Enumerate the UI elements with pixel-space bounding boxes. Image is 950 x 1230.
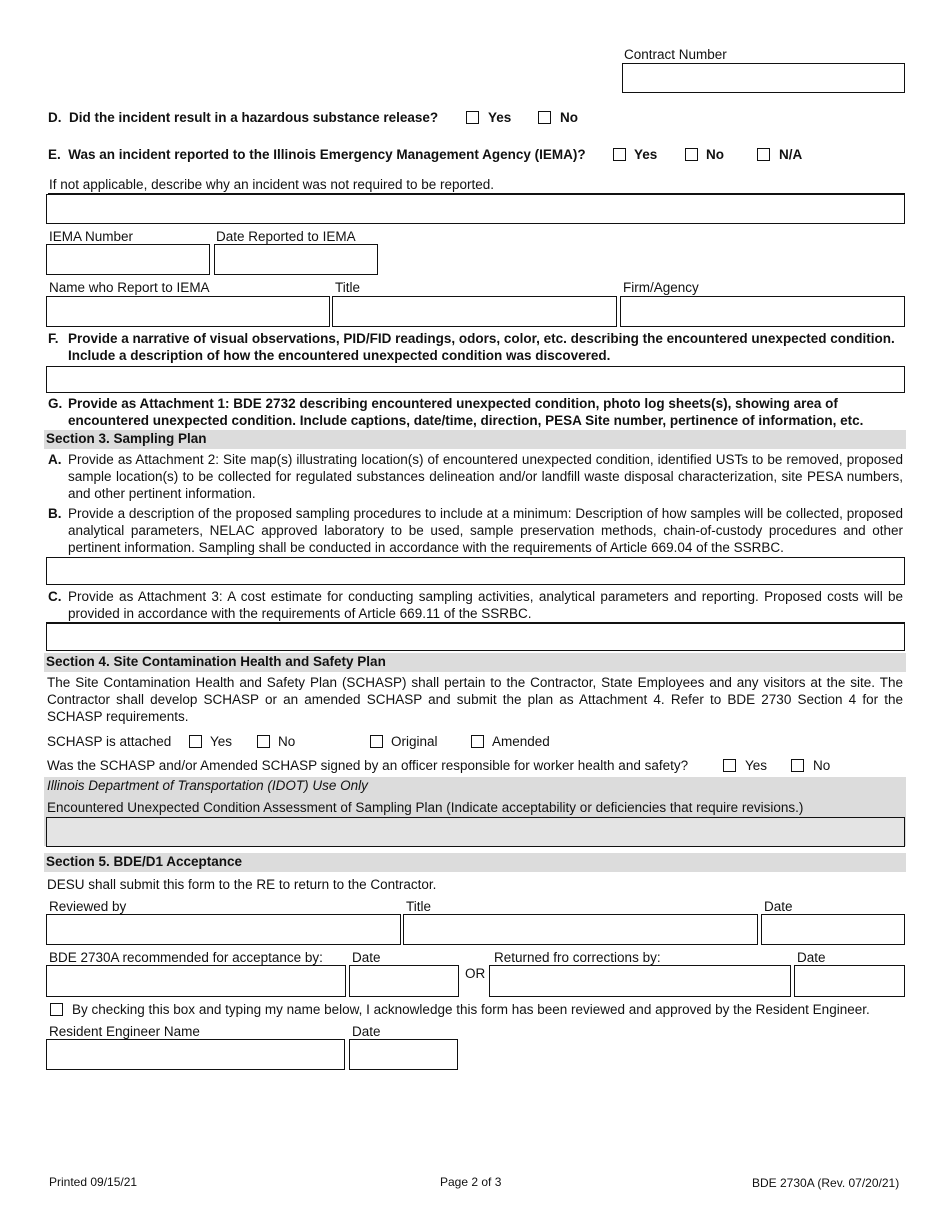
question-d: D. Did the incident result in a hazardous substance release? xyxy=(48,110,439,125)
iema-date-label: Date Reported to IEMA xyxy=(216,229,356,244)
question-f: F. Provide a narrative of visual observations, PID/FID readings, odors, color, etc. describing the encountered unexpected condition. Include a description of how the encountered unexpected condition was discovered. xyxy=(48,331,895,363)
reviewed-title-label: Title xyxy=(406,899,432,914)
schasp-no-checkbox[interactable] xyxy=(257,735,270,748)
acknowledge-label: By checking this box and typing my name below, I acknowledge this form has been reviewed and approved by the Resident Engineer. xyxy=(72,1002,870,1017)
iema-firm-label: Firm/Agency xyxy=(623,280,699,295)
schasp-signed-question: Was the SCHASP and/or Amended SCHASP signed by an officer responsible for worker health and safety? xyxy=(47,758,689,773)
schasp-original-label: Original xyxy=(391,734,438,749)
recommended-date-label: Date xyxy=(352,950,381,965)
schasp-yes-label: Yes xyxy=(210,734,233,749)
assessment-label: Encountered Unexpected Condition Assessment of Sampling Plan (Indicate acceptability or deficiencies that require revisions.) xyxy=(47,800,804,815)
schasp-signed-no-label: No xyxy=(813,758,831,773)
schasp-yes-checkbox[interactable] xyxy=(189,735,202,748)
section-5-header xyxy=(44,853,906,872)
section-5-heading: Section 5. BDE/D1 Acceptance xyxy=(46,854,243,869)
question-d-yes-checkbox[interactable] xyxy=(466,111,479,124)
footer-form-id: BDE 2730A (Rev. 07/20/21) xyxy=(752,1176,900,1190)
schasp-signed-yes-checkbox[interactable] xyxy=(723,759,736,772)
iema-number-input[interactable] xyxy=(46,244,210,275)
section-5-intro: DESU shall submit this form to the RE to return to the Contractor. xyxy=(47,877,437,892)
resident-engineer-date-input[interactable] xyxy=(349,1039,458,1070)
section-4-header xyxy=(44,653,906,672)
question-e-na-label: N/A xyxy=(779,147,803,162)
question-g: G. Provide as Attachment 1: BDE 2732 describing encountered unexpected condition, photo log sheets(s), showing area of encountered unexpected condition. Include captions, date/time, direction, PESA Site number, pertinence of information, etc. xyxy=(48,396,864,428)
question-e-no-label: No xyxy=(706,147,724,162)
recommended-date-input[interactable] xyxy=(349,965,459,997)
reviewed-by-input[interactable] xyxy=(46,914,401,945)
iema-firm-input[interactable] xyxy=(620,296,905,327)
iema-number-label: IEMA Number xyxy=(49,229,134,244)
question-e: E. Was an incident reported to the Illinois Emergency Management Agency (IEMA)? xyxy=(48,147,586,162)
footer-page-number: Page 2 of 3 xyxy=(440,1175,502,1189)
reviewed-date-label: Date xyxy=(764,899,793,914)
schasp-original-checkbox[interactable] xyxy=(370,735,383,748)
question-e-na-checkbox[interactable] xyxy=(757,148,770,161)
returned-by-label: Returned fro corrections by: xyxy=(494,950,661,965)
schasp-no-label: No xyxy=(278,734,296,749)
section-4-text: The Site Contamination Health and Safety Plan (SCHASP) shall pertain to the Contractor, State Employees and any visitors at the site. The Contractor shall develop SCHASP or an amended SCHASP and submit the plan as Attachment 4. Refer to BDE 2730 Section 4 for the SCHASP requirements. xyxy=(47,675,903,724)
returned-by-input[interactable] xyxy=(489,965,791,997)
not-applicable-label: If not applicable, describe why an incident was not required to be reported. xyxy=(49,177,495,192)
schasp-attached-label: SCHASP is attached xyxy=(47,734,172,749)
iema-name-input[interactable] xyxy=(46,296,330,327)
section-3-item-c: C. Provide as Attachment 3: A cost estimate for conducting sampling activities, analytical parameters and reporting. Proposed costs will be provided in accordance with the requirements of Article 669.11 of the SSRBC. xyxy=(48,589,903,621)
reviewed-title-input[interactable] xyxy=(403,914,758,945)
reviewed-date-input[interactable] xyxy=(761,914,905,945)
resident-engineer-name-label: Resident Engineer Name xyxy=(49,1024,200,1039)
iema-name-label: Name who Report to IEMA xyxy=(49,280,210,295)
resident-engineer-name-input[interactable] xyxy=(46,1039,345,1070)
assessment-input[interactable] xyxy=(46,817,905,847)
question-d-no-checkbox[interactable] xyxy=(538,111,551,124)
question-d-no-label: No xyxy=(560,110,578,125)
schasp-amended-checkbox[interactable] xyxy=(471,735,484,748)
returned-date-label: Date xyxy=(797,950,826,965)
iema-title-label: Title xyxy=(335,280,361,295)
returned-date-input[interactable] xyxy=(794,965,905,997)
section-3-c-input[interactable] xyxy=(46,623,905,651)
schasp-signed-no-checkbox[interactable] xyxy=(791,759,804,772)
question-e-yes-label: Yes xyxy=(634,147,658,162)
section-3-header xyxy=(44,430,906,449)
question-e-yes-checkbox[interactable] xyxy=(613,148,626,161)
or-label: OR xyxy=(465,966,486,981)
acknowledge-checkbox[interactable] xyxy=(50,1003,63,1016)
not-applicable-input[interactable] xyxy=(46,194,905,224)
section-3-b-input[interactable] xyxy=(46,557,905,585)
recommended-by-input[interactable] xyxy=(46,965,346,997)
question-e-no-checkbox[interactable] xyxy=(685,148,698,161)
idot-use-heading: Illinois Department of Transportation (IDOT) Use Only xyxy=(47,778,368,793)
section-3-item-b: B. Provide a description of the proposed sampling procedures to include at a minimum: Description of how samples will be collected, proposed analytical parameters, NELAC approved laboratory to be used, sample preservation methods, chain-of-custody procedures and other pertinent information. Sampling shall be conducted in accordance with the requirements of Article 669.04 of the SSRBC. xyxy=(48,506,903,555)
resident-engineer-date-label: Date xyxy=(352,1024,381,1039)
schasp-amended-label: Amended xyxy=(492,734,550,749)
section-4-heading: Section 4. Site Contamination Health and Safety Plan xyxy=(46,654,386,669)
section-3-item-a: A. Provide as Attachment 2: Site map(s) illustrating location(s) of encountered unexpected condition, identified USTs to be removed, proposed sample location(s) to be collected for regulated substances delineation and/or landfill waste disposal characterization, site PESA numbers, and other pertinent information. xyxy=(48,452,903,501)
iema-title-input[interactable] xyxy=(332,296,617,327)
iema-date-input[interactable] xyxy=(214,244,378,275)
footer-printed-date: Printed 09/15/21 xyxy=(49,1175,138,1189)
contract-number-input[interactable] xyxy=(622,63,905,93)
contract-number-label: Contract Number xyxy=(624,47,727,62)
recommended-by-label: BDE 2730A recommended for acceptance by: xyxy=(49,950,323,965)
reviewed-by-label: Reviewed by xyxy=(49,899,127,914)
schasp-signed-yes-label: Yes xyxy=(745,758,768,773)
question-f-input[interactable] xyxy=(46,366,905,393)
section-3-heading: Section 3. Sampling Plan xyxy=(46,431,207,446)
question-d-yes-label: Yes xyxy=(488,110,512,125)
